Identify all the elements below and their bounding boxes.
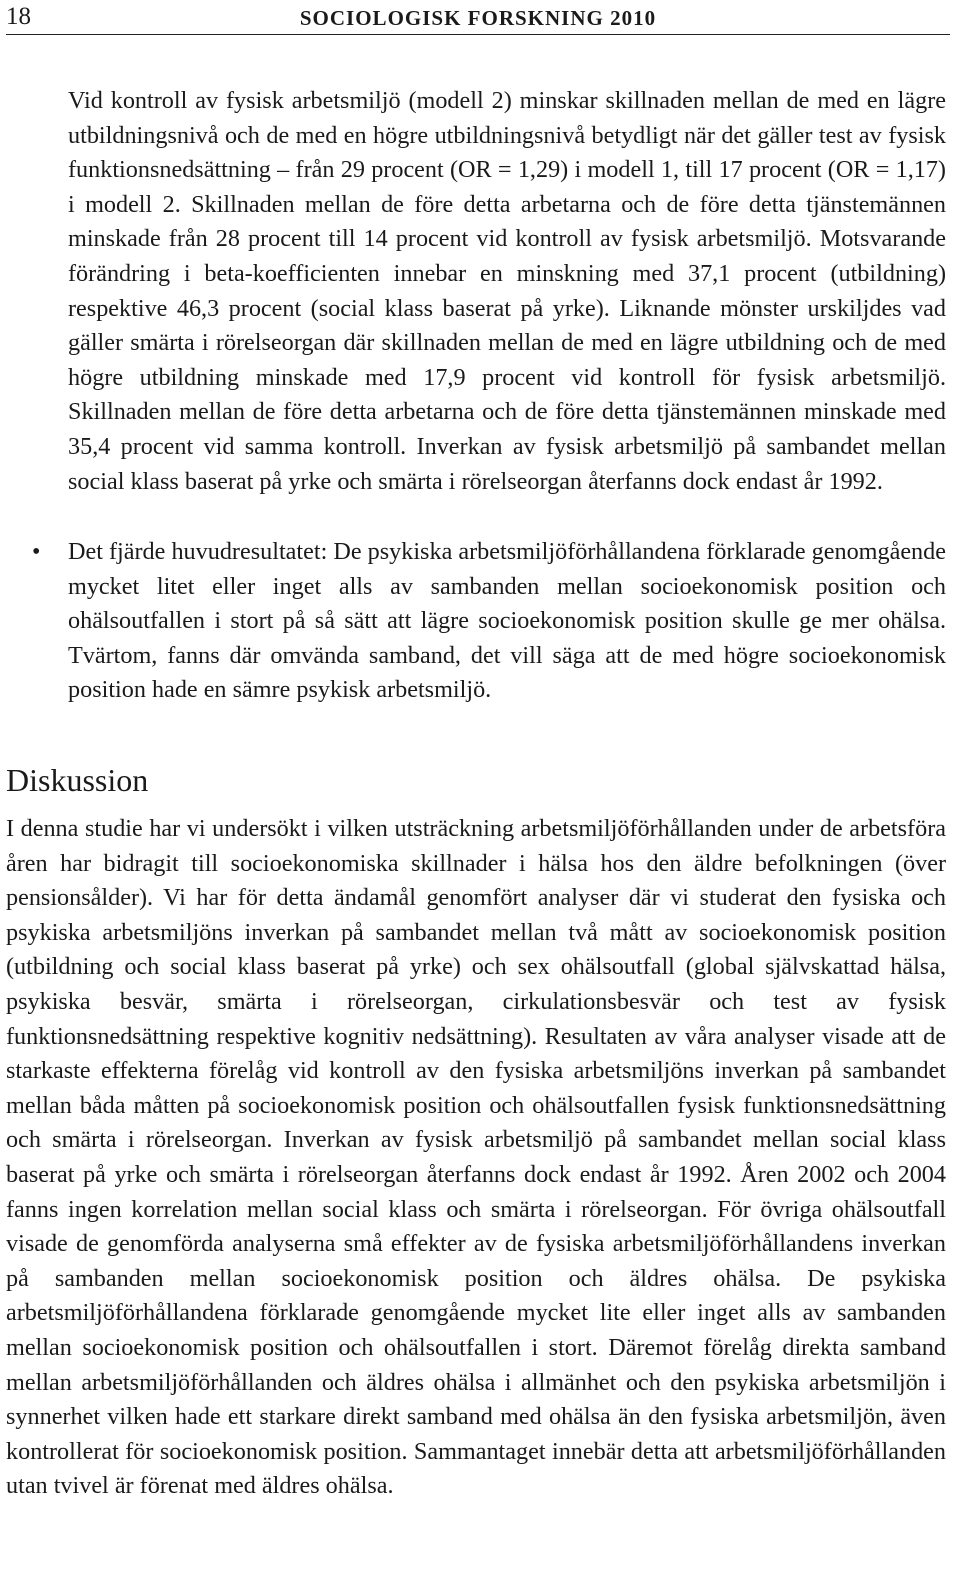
section-paragraph: I denna studie har vi undersökt i vilken utsträckning arbetsmiljöförhållanden under de arbetsföra åren har bidragit till socioekonomiska skillnader i hälsa hos den äldre befolkningen (över pensionsålder). Vi har för detta ändamål genomfört analyser där vi studerat den fysiska och psykiska arbetsmiljöns inverkan på sambandet mellan två mått av socioekonomisk position (utbildning och social klass baserat på yrke) och sex ohälsoutfall (global självskattad hälsa, psykiska besvär, smärta i rörelseorgan, cirkulationsbesvär och test av fysisk funktionsnedsättning respektive kognitiv nedsättning). Resultaten av våra analyser visade att de starkaste effekterna förelåg vid kontroll av den fysiska arbetsmiljöns inverkan på sambandet mellan båda måtten på socioekonomisk position och ohälsoutfallen fysisk funktionsnedsättning och smärta i rörelseorgan. Inverkan av fysisk arbetsmiljö på sambandet mellan social klass baserat på yrke och smärta i rörelseorgan återfanns dock endast år 1992. Åren 2002 och 2004 fanns ingen korrelation mellan social klass och smärta i rörelseorgan. För övriga ohälsoutfall visade de genomförda analyserna små effekter av de fysiska arbetsmiljöförhållandens inverkan på sambanden mellan socioekonomisk position och äldres ohälsa. De psykiska arbetsmiljöförhållandena förklarade genomgående mycket lite eller inget alls av sambanden mellan socioekonomisk position och ohälsoutfallen i stort. Däremot förelåg direkta samband mellan arbetsmiljöförhållanden och äldres ohälsa i allmänhet och den psykiska arbetsmiljön i synnerhet vilken hade ett starkare direkt samband med ohälsa än den fysiska arbetsmiljön, även kontrollerat för socioekonomisk position. Sammantaget innebär detta att arbetsmiljöförhållanden utan tvivel är förenat med äldres ohälsa. [6,815,946,1500]
bullet-text: Det fjärde huvudresultatet: De psykiska arbetsmiljöförhållandena förklarade genomgående mycket litet eller inget alls av sambanden mellan socioekonomisk position och ohälsoutfallen i stort på så sätt att lägre socioekonomisk position skulle ge mer ohälsa. Tvärtom, fanns där omvända samband, det vill säga att de med högre socioekonomisk position hade en sämre psykisk arbetsmiljö. [68,538,946,704]
page-header [6,0,950,35]
bullet-marker: • [32,539,41,565]
running-head: SOCIOLOGISK FORSKNING 2010 [299,6,657,30]
continued-paragraph: Vid kontroll av fysisk arbetsmiljö (modell 2) minskar skillnaden mellan de med en lägre utbildningsnivå och de med en högre utbildningsnivå betydligt när det gäller test av fysisk funktionsnedsättning – från 29 procent (OR = 1,29) i modell 1, till 17 procent (OR = 1,17) i modell 2. Skillnaden mellan de före detta arbetarna och de före detta tjänstemännen minskade från 28 procent till 14 procent vid kontroll av fysisk arbetsmiljö. Motsvarande förändring i beta-koefficienten innebar en minskning med 37,1 procent (utbildning) respektive 46,3 procent (social klass baserat på yrke). Liknande mönster urskiljdes vad gäller smärta i rörelseorgan där skillnaden mellan de med en lägre utbildning och de med högre utbildning minskade med 17,9 procent vid kontroll för fysisk arbetsmiljö. Skillnaden mellan de före detta arbetarna och de före detta tjänstemännen minskade med 35,4 procent vid samma kontroll. Inverkan av fysisk arbetsmiljö på sambandet mellan social klass baserat på yrke och smärta i rörelseorgan återfanns dock endast år 1992. [68,87,946,495]
section-heading: Diskussion [6,762,149,798]
page-number: 18 [6,3,31,30]
